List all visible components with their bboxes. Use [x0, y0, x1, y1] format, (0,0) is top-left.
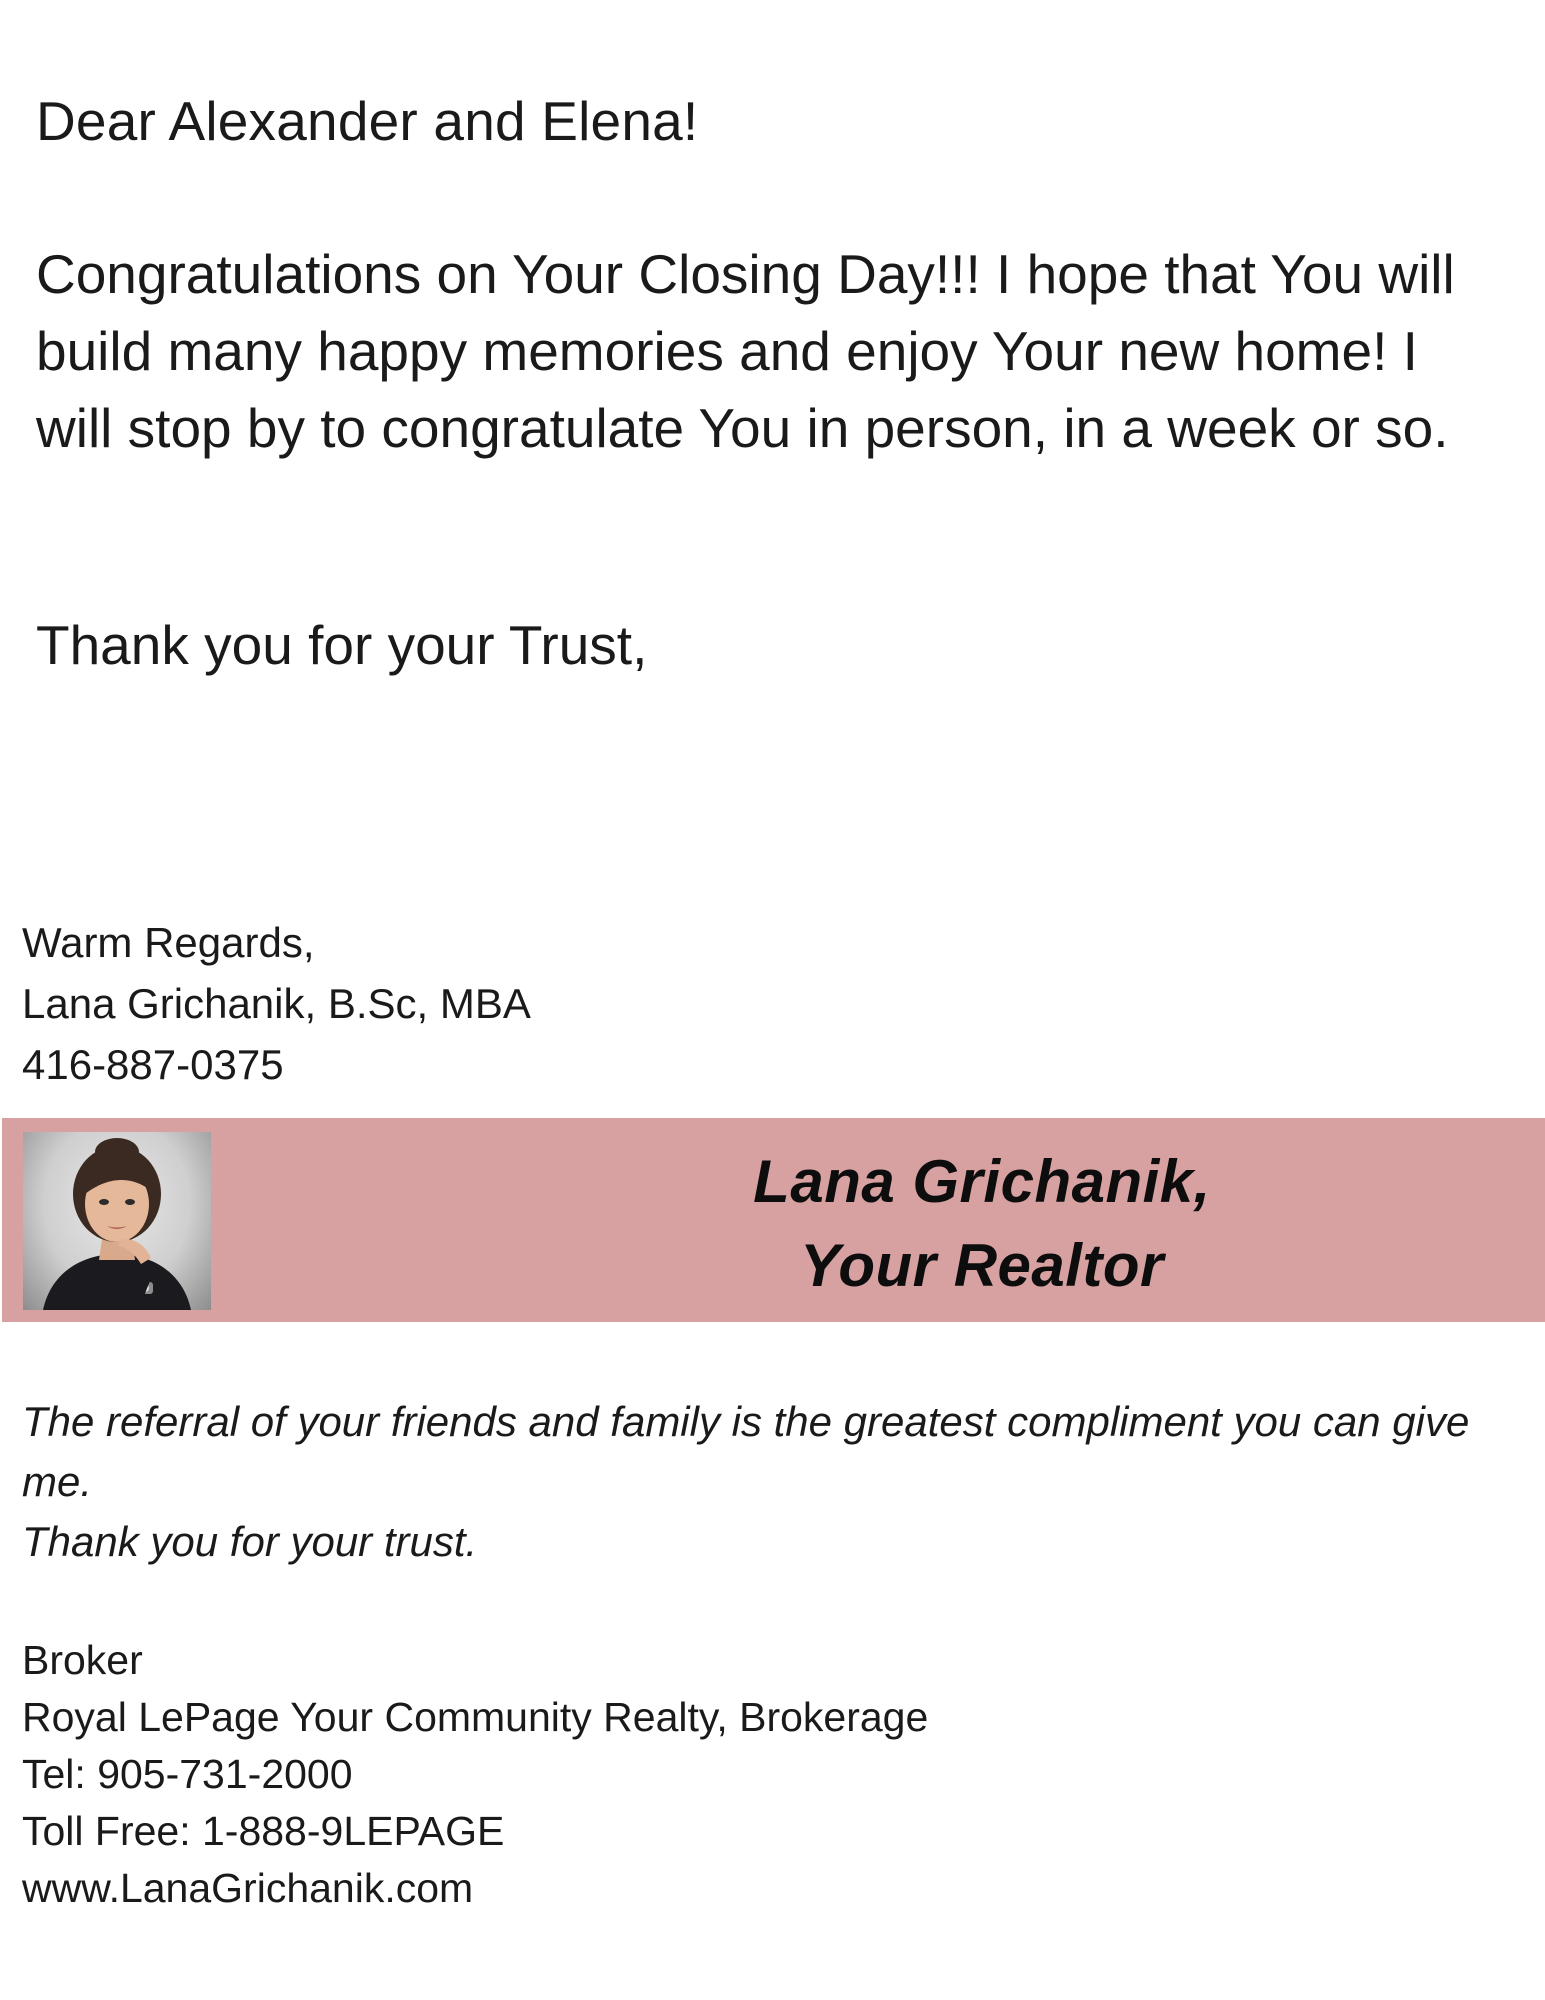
message-line: will stop by to congratulate You in person, in a week or so.: [36, 397, 1449, 459]
realtor-portrait-icon: [23, 1132, 211, 1310]
referral-line: me.: [22, 1458, 93, 1505]
referral-line: The referral of your friends and family is the greatest compliment you can give: [22, 1398, 1470, 1445]
thanks-line: Thank you for your Trust,: [36, 614, 648, 676]
message-body: [36, 236, 1516, 467]
referral-note: [22, 1392, 1522, 1572]
signer-phone: 416-887-0375: [22, 1041, 284, 1088]
realtor-banner: [2, 1118, 1545, 1322]
contact-website[interactable]: www.LanaGrichanik.com: [22, 1865, 474, 1911]
contact-title: Broker: [22, 1637, 143, 1683]
contact-toll-free: Toll Free: 1-888-9LEPAGE: [22, 1808, 505, 1854]
banner-title-line: Lana Grichanik,: [753, 1148, 1211, 1215]
contact-block: [22, 1632, 928, 1917]
signer-name: Lana Grichanik, B.Sc, MBA: [22, 980, 531, 1027]
signoff-block: [22, 912, 531, 1095]
referral-line: Thank you for your trust.: [22, 1518, 478, 1565]
message-line: build many happy memories and enjoy Your new home! I: [36, 320, 1418, 382]
banner-title-line: Your Realtor: [800, 1232, 1164, 1299]
contact-company: Royal LePage Your Community Realty, Brokerage: [22, 1694, 929, 1740]
closing-text: Warm Regards,: [22, 919, 315, 966]
message-line: Congratulations on Your Closing Day!!! I hope that You will: [36, 243, 1455, 305]
banner-title: [562, 1140, 1402, 1308]
contact-tel: Tel: 905-731-2000: [22, 1751, 353, 1797]
greeting: Dear Alexander and Elena!: [36, 90, 699, 152]
